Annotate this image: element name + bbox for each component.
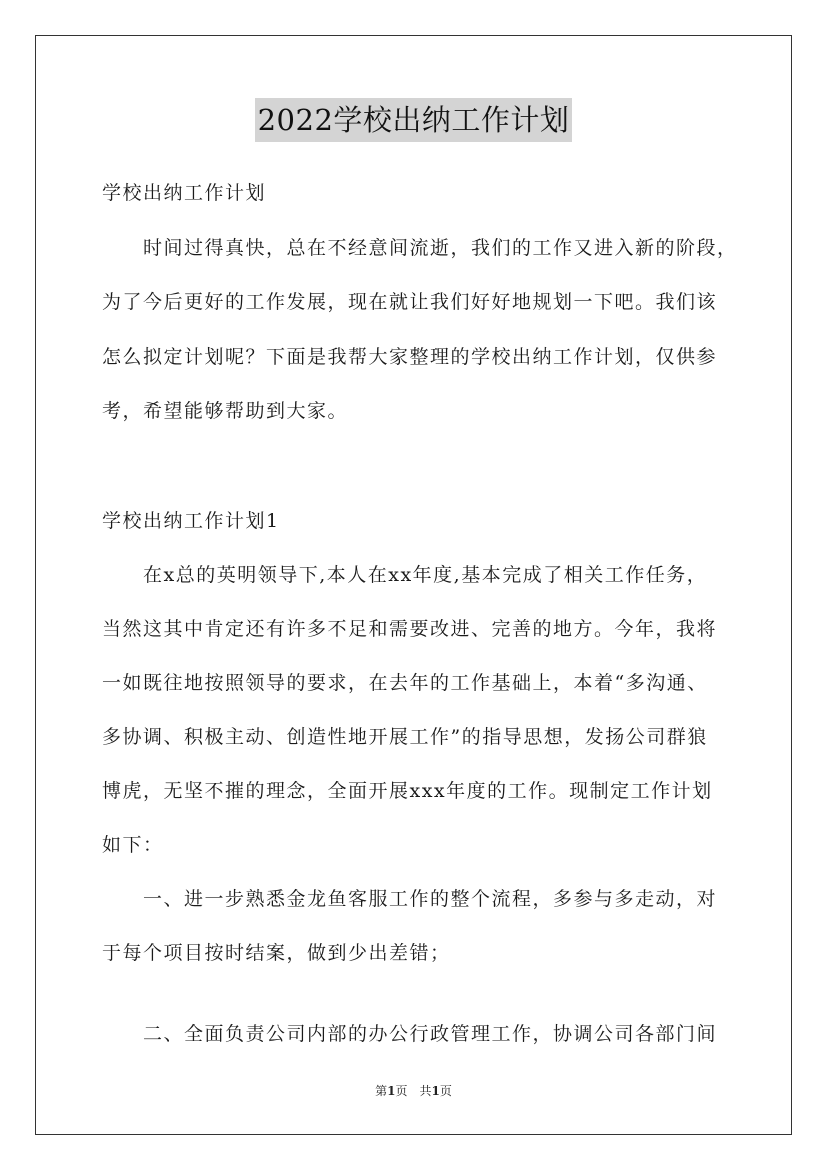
footer-suffix: 页 bbox=[439, 1084, 452, 1098]
body-line: 博虎，无坚不摧的理念，全面开展xxx年度的工作。现制定工作计划 bbox=[102, 780, 713, 802]
title-container bbox=[0, 98, 827, 142]
subtitle: 学校出纳工作计划 bbox=[102, 182, 267, 204]
body-line: 多协调、积极主动、创造性地开展工作”的指导思想，发扬公司群狼 bbox=[102, 726, 708, 748]
footer-mid: 页 共 bbox=[395, 1084, 432, 1098]
intro-line: 考，希望能够帮助到大家。 bbox=[102, 400, 349, 422]
body-line: 一如既往地按照领导的要求，在去年的工作基础上，本着“多沟通、 bbox=[102, 672, 708, 694]
intro-line: 为了今后更好的工作发展，现在就让我们好好地规划一下吧。我们该 bbox=[102, 291, 718, 313]
footer-page-total: 1 bbox=[431, 1084, 440, 1098]
footer-prefix: 第 bbox=[375, 1084, 388, 1098]
list-item-line: 于每个项目按时结案，做到少出差错； bbox=[102, 942, 451, 964]
page-footer bbox=[0, 1083, 827, 1099]
footer-page-number: 1 bbox=[387, 1084, 396, 1098]
list-item-line: 一、进一步熟悉金龙鱼客服工作的整个流程，多参与多走动，对 bbox=[143, 888, 718, 910]
intro-line: 时间过得真快，总在不经意间流逝，我们的工作又进入新的阶段， bbox=[143, 237, 738, 259]
list-item-line: 二、全面负责公司内部的办公行政管理工作，协调公司各部门间 bbox=[143, 1023, 718, 1045]
section-heading: 学校出纳工作计划1 bbox=[102, 510, 280, 532]
intro-line: 怎么拟定计划呢？下面是我帮大家整理的学校出纳工作计划，仅供参 bbox=[102, 346, 718, 368]
body-line: 如下： bbox=[102, 834, 164, 856]
body-line: 当然这其中肯定还有许多不足和需要改进、完善的地方。今年，我将 bbox=[102, 618, 718, 640]
body-line: 在x总的英明领导下,本人在xx年度,基本完成了相关工作任务， bbox=[143, 564, 708, 586]
document-title: 2022学校出纳工作计划 bbox=[255, 98, 573, 142]
